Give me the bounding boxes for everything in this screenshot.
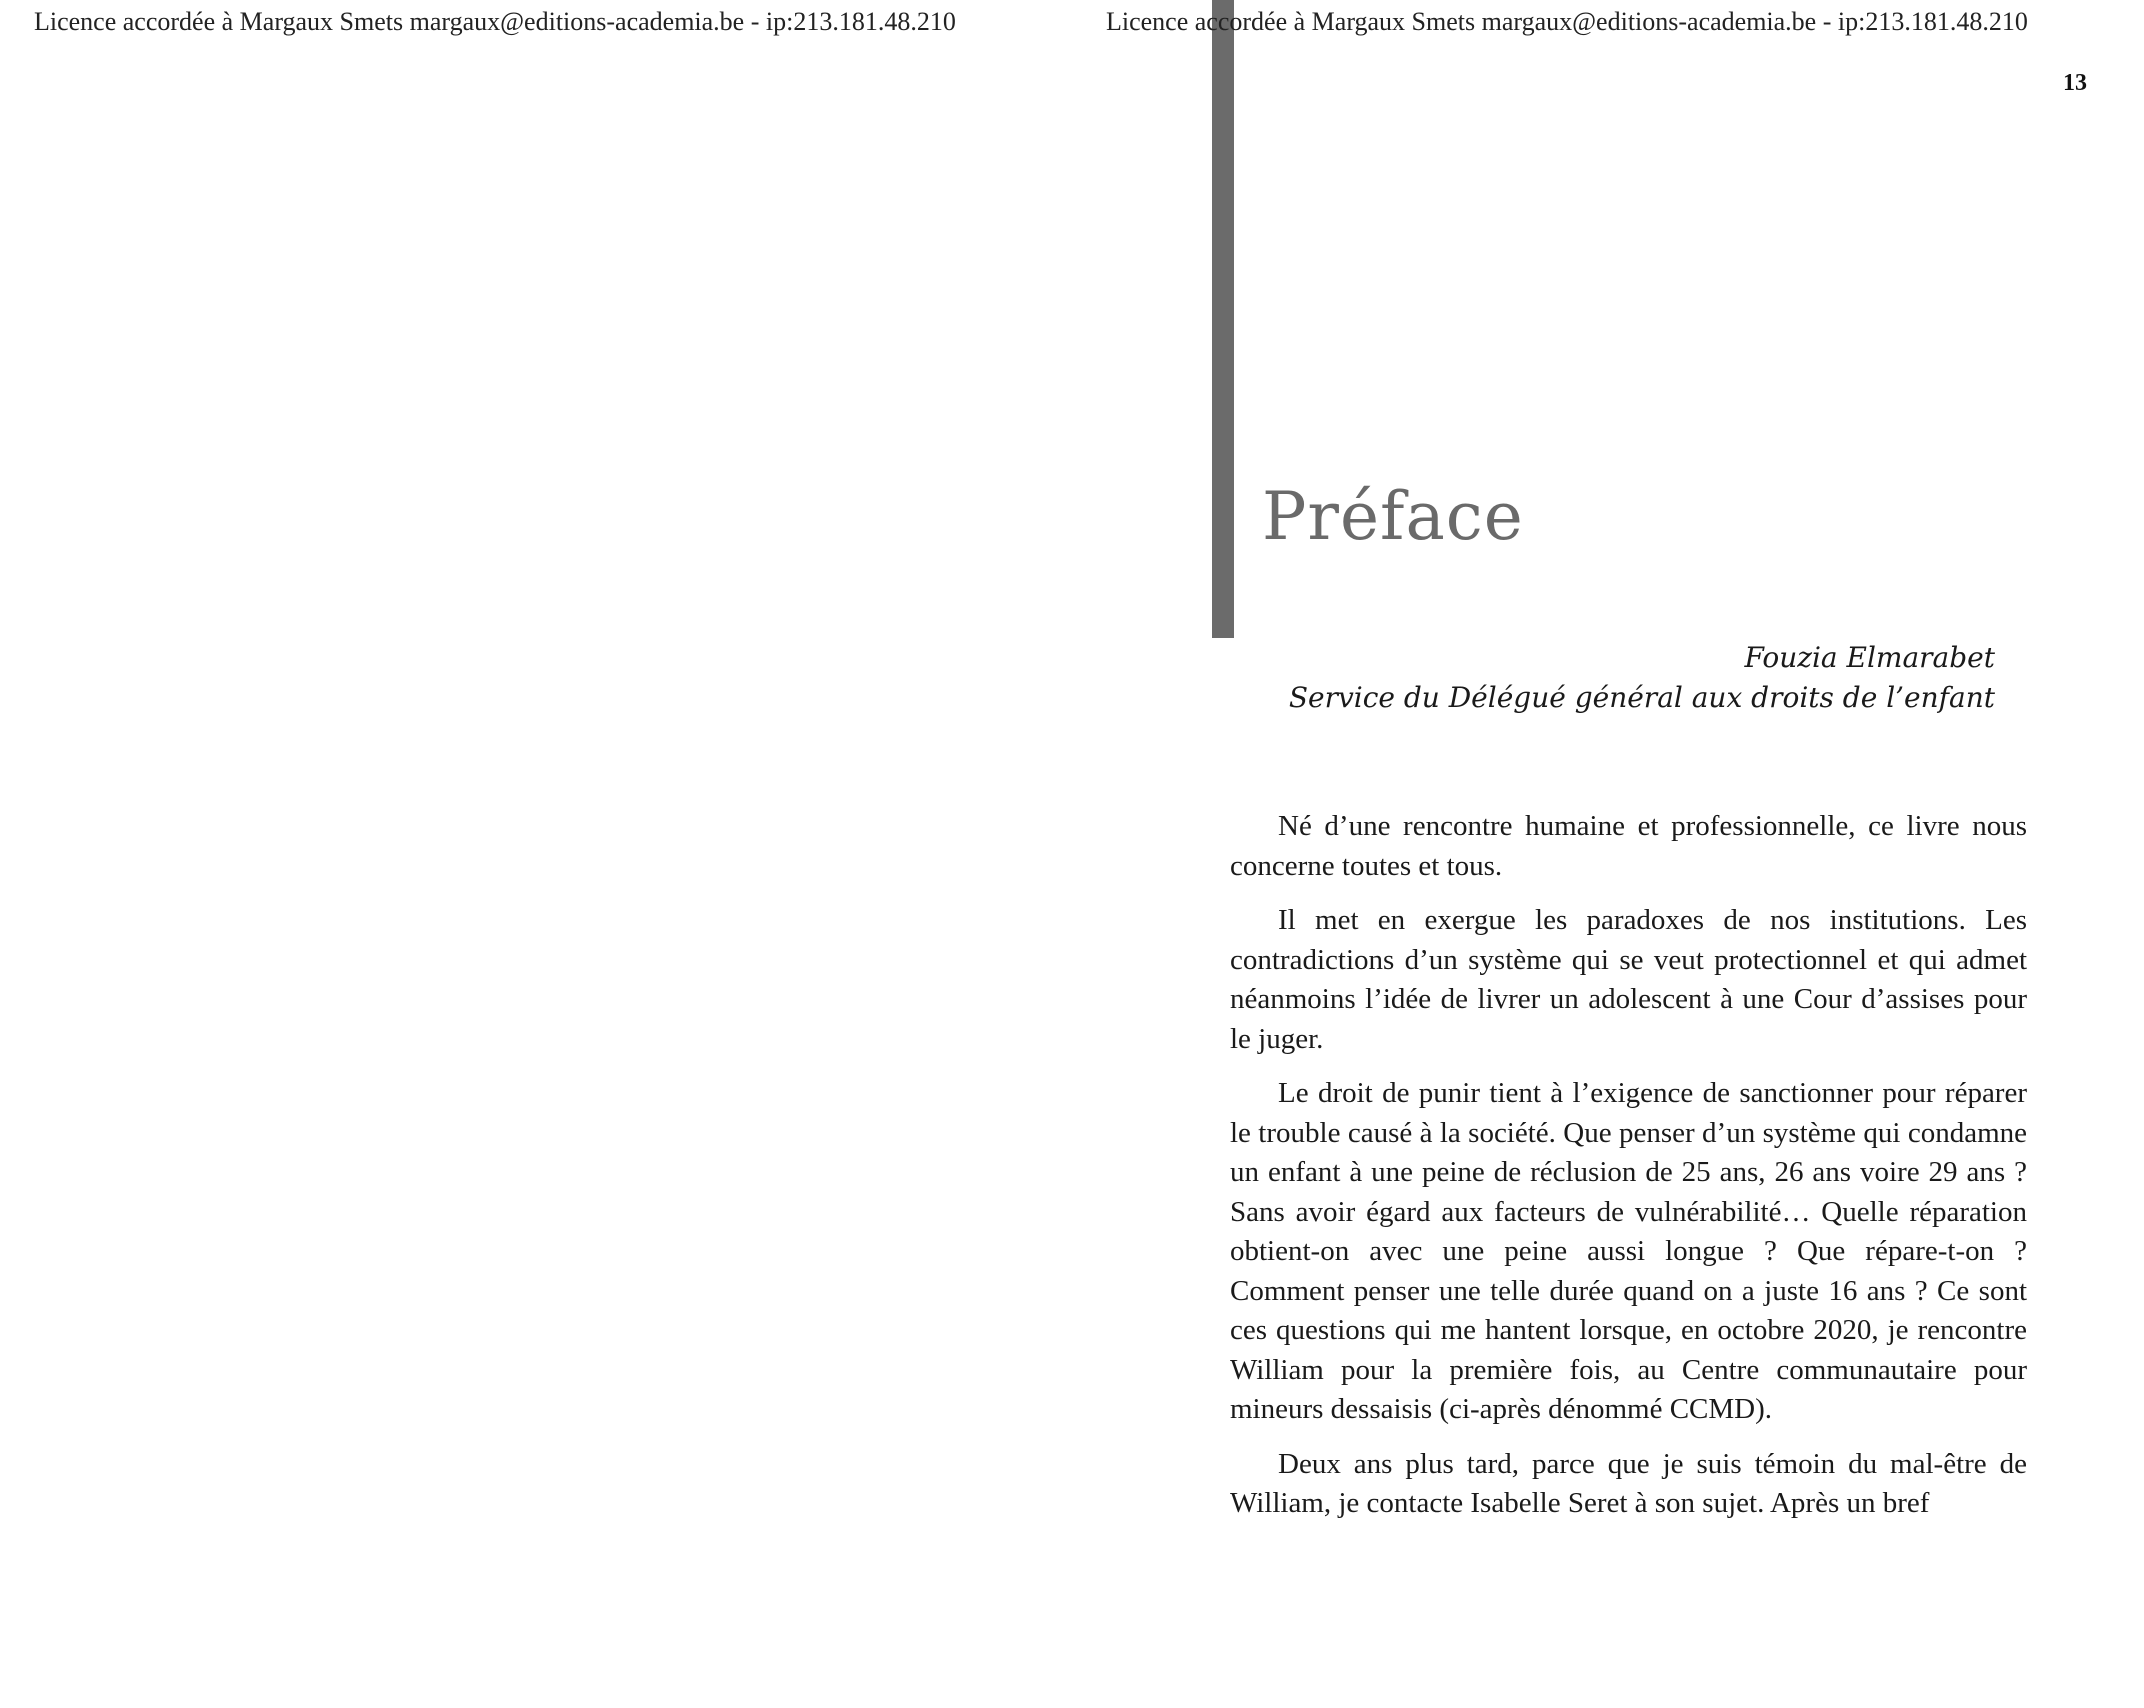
chapter-marker-bar — [1212, 0, 1234, 638]
page-number: 13 — [2063, 70, 2087, 96]
author-block — [1289, 638, 1995, 718]
paragraph: Deux ans plus tard, parce que je suis témoin du mal-être de William, je contacte Isabelle Seret à son sujet. Après un bref — [1230, 1447, 2027, 1519]
paragraph: Né d’une rencontre humaine et professionnelle, ce livre nous concerne toutes et tous. — [1230, 810, 2027, 882]
author-name: Fouzia Elmarabet — [1744, 641, 1995, 674]
author-affiliation: Service du Délégué général aux droits de l’enfant — [1288, 681, 1995, 714]
licence-notice-right: Licence accordée à Margaux Smets margaux@editions-academia.be - ip:213.181.48.210 — [1106, 7, 2028, 36]
chapter-title: Préface — [1262, 478, 1524, 555]
body-text — [1230, 807, 2027, 1539]
paragraph: Le droit de punir tient à l’exigence de sanctionner pour réparer le trouble causé à la société. Que penser d’un système qui condamne un enfant à une peine de réclusion de 25 ans, 26 ans voire 29 ans ? Sans avoir égard aux facteurs de vulnérabilité… Quelle réparation obtient-on avec une peine aussi longue ? Que répare-t-on ? Comment penser une telle durée quand on a juste 16 ans ? Ce sont ces questions qui me hantent lorsque, en octobre 2020, je rencontre William pour la première fois, au Centre communautaire pour mineurs dessaisis (ci-après dénommé CCMD). — [1230, 1077, 2027, 1425]
paragraph: Il met en exergue les paradoxes de nos institutions. Les contradictions d’un système qui se veut protectionnel et qui admet néanmoins l’idée de livrer un adolescent à une Cour d’assises pour le juger. — [1230, 904, 2027, 1055]
licence-notice-left: Licence accordée à Margaux Smets margaux@editions-academia.be - ip:213.181.48.210 — [34, 7, 956, 36]
